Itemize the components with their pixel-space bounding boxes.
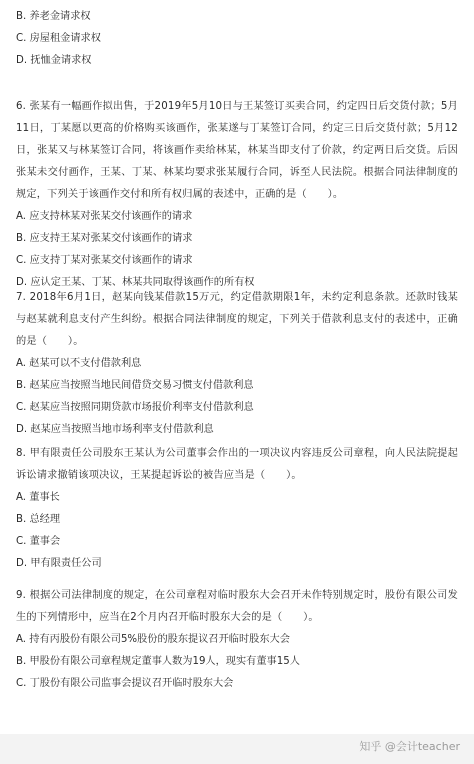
option-b: B. 赵某应当按照当地民间借贷交易习惯支付借款利息 xyxy=(16,380,254,391)
question-8 xyxy=(16,443,458,575)
option-c: C. 董事会 xyxy=(16,536,61,547)
option-b: B. 甲股份有限公司章程规定董事人数为19人，现实有董事15人 xyxy=(16,656,300,667)
option-a: A. 应支持林某对张某交付该画作的请求 xyxy=(16,211,193,222)
option-b: B. 养老金请求权 xyxy=(16,11,91,22)
option-c: C. 丁股份有限公司监事会提议召开临时股东大会 xyxy=(16,678,234,689)
option-a: A. 董事长 xyxy=(16,492,60,503)
option-d: D. 抚恤金请求权 xyxy=(16,55,92,66)
previous-question-options xyxy=(16,6,456,72)
watermark: 知乎 @会计teacher xyxy=(359,740,460,753)
question-9 xyxy=(16,585,458,695)
question-7 xyxy=(16,287,458,441)
option-a: A. 赵某可以不支付借款利息 xyxy=(16,358,142,369)
question-6 xyxy=(16,96,458,294)
question-stem: 7. 2018年6月1日，赵某向钱某借款15万元，约定借款期限1年，未约定利息条款。还款时钱某与赵某就利息支付产生纠纷。根据合同法律制度的规定，下列关于借款利息支付的表述中，正确的是（ ）。 xyxy=(16,292,458,347)
question-stem: 6. 张某有一幅画作拟出售，于2019年5月10日与王某签订买卖合同，约定四日后交货付款；5月11日，丁某愿以更高的价格购买该画作，张某遂与丁某签订合同，约定三日后交货付款；5月12日，张某又与林某签订合同，将该画作卖给林某，林某当即支付了价款，约定两日后交货。后因张某未交付画作，王某、丁某、林某均要求张某履行合同，诉至人民法院。根据合同法律制度的规定，下列关于该画作交付和所有权归属的表述中，正确的是（ ）。 xyxy=(16,101,458,200)
option-b: B. 总经理 xyxy=(16,514,61,525)
option-d: D. 甲有限责任公司 xyxy=(16,558,102,569)
option-c: C. 房屋租金请求权 xyxy=(16,33,101,44)
option-b: B. 应支持王某对张某交付该画作的请求 xyxy=(16,233,193,244)
question-stem: 8. 甲有限责任公司股东王某认为公司董事会作出的一项决议内容违反公司章程，向人民法院提起诉讼请求撤销该项决议，王某提起诉讼的被告应当是（ ）。 xyxy=(16,448,458,481)
question-stem: 9. 根据公司法律制度的规定，在公司章程对临时股东大会召开未作特别规定时，股份有限公司发生的下列情形中，应当在2个月内召开临时股东大会的是（ ）。 xyxy=(16,590,458,623)
option-a: A. 持有丙股份有限公司5%股份的股东提议召开临时股东大会 xyxy=(16,634,290,645)
option-d: D. 应认定王某、丁某、林某共同取得该画作的所有权 xyxy=(16,277,255,288)
option-c: C. 应支持丁某对张某交付该画作的请求 xyxy=(16,255,193,266)
option-d: D. 赵某应当按照当地市场利率支付借款利息 xyxy=(16,424,214,435)
option-c: C. 赵某应当按照同期贷款市场报价利率支付借款利息 xyxy=(16,402,254,413)
